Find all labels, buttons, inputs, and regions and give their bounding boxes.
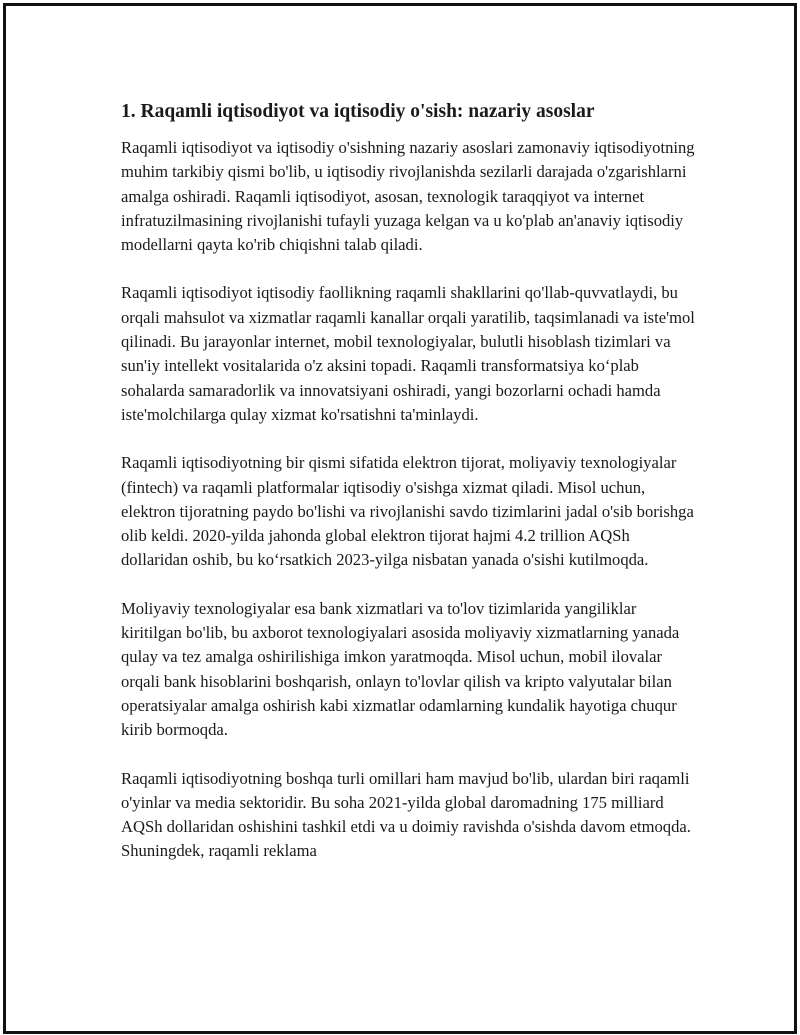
page-border [3,3,797,1034]
paragraph-1: Raqamli iqtisodiyot va iqtisodiy o'sishning nazariy asoslari zamonaviy iqtisodiyotning muhim tarkibiy qismi bo'lib, u iqtisodiy rivojlanishda sezilarli darajada o'zgarishlarni amalga oshiradi. Raqamli iqtisodiyot, asosan, texnologik taraqqiyot va internet infratuzilmasining rivojlanishi tufayli yuzaga kelgan va u ko'plab an'anaviy iqtisodiy modellarni qayta ko'rib chiqishni talab qiladi. [121,138,695,255]
paragraph-2: Raqamli iqtisodiyot iqtisodiy faollikning raqamli shakllarini qo'llab-quvvatlaydi, bu orqali mahsulot va xizmatlar raqamli kanallar orqali yaratilib, taqsimlanadi va iste'mol qilinadi. Bu jarayonlar internet, mobil texnologiyalar, bulutli hisoblash tizimlari va sun'iy intellekt vositalarida o'z aksini topadi. Raqamli transformatsiya ko‘plab sohalarda samaradorlik va innovatsiyani oshiradi, yangi bozorlarni ochadi hamda iste'molchilarga qulay xizmat ko'rsatishni ta'minlaydi. [121,283,695,424]
document-body [121,98,696,888]
paragraph-4: Moliyaviy texnologiyalar esa bank xizmatlari va to'lov tizimlarida yangiliklar kiritilgan bo'lib, bu axborot texnologiyalari asosida moliyaviy xizmatlarning yanada qulay va tez amalga oshirilishiga imkon yaratmoqda. Misol uchun, mobil ilovalar orqali bank hisoblarini boshqarish, onlayn to'lovlar qilish va kripto valyutalar bilan operatsiyalar amalga oshirish kabi xizmatlar odamlarning kundalik hayotiga chuqur kirib bormoqda. [121,598,680,740]
paragraph-5: Raqamli iqtisodiyotning boshqa turli omillari ham mavjud bo'lib, ulardan biri raqamli o'yinlar va media sektoridir. Bu soha 2021-yilda global daromadning 175 milliard AQSh dollaridan oshishini tashkil etdi va u doimiy ravishda o'sishda davom etmoqda. Shuningdek, raqamli reklama [121,768,691,861]
section-heading: 1. Raqamli iqtisodiyot va iqtisodiy o'sish: nazariy asoslar [121,101,595,122]
paragraph-3: Raqamli iqtisodiyotning bir qismi sifatida elektron tijorat, moliyaviy texnologiyalar (fintech) va raqamli platformalar iqtisodiy o'sishga xizmat qiladi. Misol uchun, elektron tijoratning paydo bo'lishi va rivojlanishi savdo tizimlarini jadal o'sib borishga olib keldi. 2020-yilda jahonda global elektron tijorat hajmi 4.2 trillion AQSh dollaridan oshib, bu ko‘rsatkich 2023-yilga nisbatan yanada o'sishi kutilmoqda. [121,453,694,570]
